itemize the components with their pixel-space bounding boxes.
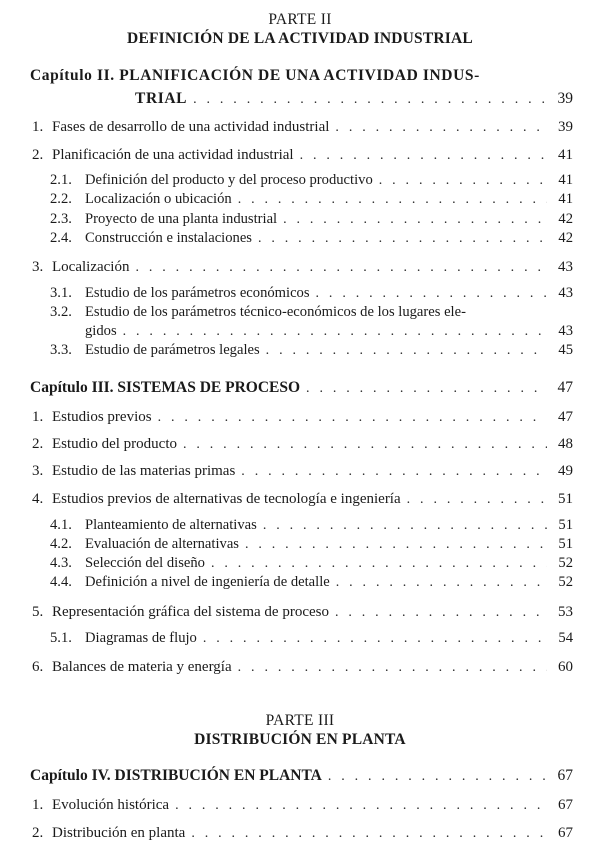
leader-dots — [407, 491, 547, 509]
entry-number: 4.3. — [50, 555, 72, 571]
leader-dots — [336, 574, 547, 592]
entry-number: 2. — [32, 825, 44, 841]
toc-entry — [32, 118, 573, 137]
entry-title: Definición del producto y del proceso productivo — [85, 172, 373, 188]
part-2-heading — [0, 11, 600, 49]
entry-title: Estudio de parámetros legales — [85, 342, 260, 358]
entry-title: Balances de materia y energía — [52, 659, 232, 675]
leader-dots — [238, 191, 547, 209]
entry-title: Estudio del producto — [52, 436, 177, 452]
entry-number: 3.3. — [50, 342, 72, 358]
page-number: 53 — [558, 604, 573, 620]
part-2-title: DEFINICIÓN DE LA ACTIVIDAD INDUSTRIAL — [127, 30, 473, 47]
entry-title: Localización o ubicación — [85, 191, 232, 207]
entry-number: 4. — [32, 491, 44, 507]
page-number: 43 — [558, 285, 573, 301]
leader-dots — [191, 825, 547, 843]
entry-number: 2.1. — [50, 172, 72, 188]
toc-entry — [32, 258, 573, 277]
toc-subentry — [50, 190, 573, 209]
chapter-3-entry — [30, 379, 573, 398]
entry-number: 5.1. — [50, 630, 72, 646]
entry-number: 3.2. — [50, 304, 72, 320]
entry-title: Evaluación de alternativas — [85, 536, 239, 552]
entry-title: Construcción e instalaciones — [85, 230, 252, 246]
entry-number: 3.1. — [50, 285, 72, 301]
toc-entry — [32, 603, 573, 622]
entry-number: 2. — [32, 147, 44, 163]
page-number: 47 — [558, 409, 573, 425]
toc-subentry — [50, 229, 573, 248]
entry-title: Evolución histórica — [52, 797, 170, 813]
entry-number: 2. — [32, 436, 44, 452]
entry-number: 2.3. — [50, 211, 72, 227]
entry-title: Diagramas de flujo — [85, 630, 197, 646]
leader-dots — [211, 555, 547, 573]
page-number: 67 — [558, 797, 573, 813]
toc-entry — [32, 435, 573, 454]
entry-title-continued: gidos — [85, 323, 117, 339]
page-number: 47 — [557, 379, 573, 396]
toc-subentry — [50, 554, 573, 573]
toc-entry — [32, 658, 573, 677]
toc-subentry — [50, 516, 573, 535]
entry-title: Estudio de las materias primas — [52, 463, 236, 479]
page-number: 39 — [557, 90, 573, 107]
page-number: 51 — [558, 536, 573, 552]
entry-title: Distribución en planta — [52, 825, 186, 841]
leader-dots — [258, 230, 547, 248]
part-3-title: DISTRIBUCIÓN EN PLANTA — [194, 731, 406, 748]
page-number: 49 — [558, 463, 573, 479]
entry-number: 3. — [32, 463, 44, 479]
entry-title: Estudios previos de alternativas de tecnología e ingeniería — [52, 491, 401, 507]
page-number: 39 — [558, 119, 573, 135]
entry-title: Planificación de una actividad industrial — [52, 147, 294, 163]
toc-entry — [32, 490, 573, 509]
entry-title: Estudios previos — [52, 409, 152, 425]
leader-dots — [306, 380, 547, 398]
entry-number: 6. — [32, 659, 44, 675]
entry-number: 1. — [32, 409, 44, 425]
toc-entry — [32, 408, 573, 427]
leader-dots — [183, 436, 547, 454]
entry-title: Planteamiento de alternativas — [85, 517, 257, 533]
leader-dots — [241, 463, 547, 481]
page-number: 42 — [558, 230, 573, 246]
page-number: 51 — [558, 491, 573, 507]
entry-title: Localización — [52, 259, 130, 275]
leader-dots — [300, 147, 547, 165]
entry-number: 4.2. — [50, 536, 72, 552]
entry-number: 4.4. — [50, 574, 72, 590]
chapter-2-entry — [135, 90, 573, 109]
page-number: 54 — [558, 630, 573, 646]
page-number: 43 — [558, 323, 573, 339]
toc-entry — [32, 146, 573, 165]
leader-dots — [175, 797, 547, 815]
part-3-heading — [0, 712, 600, 750]
leader-dots — [245, 536, 547, 554]
part-2-label: PARTE II — [268, 11, 332, 28]
leader-dots — [135, 259, 547, 277]
page-number: 60 — [558, 659, 573, 675]
page-number: 42 — [558, 211, 573, 227]
leader-dots — [193, 91, 547, 109]
entry-title: Selección del diseño — [85, 555, 205, 571]
entry-title: Estudio de los parámetros económicos — [85, 285, 310, 301]
page-number: 52 — [558, 574, 573, 590]
toc-subentry — [50, 171, 573, 190]
toc-subentry — [50, 629, 573, 648]
toc-subentry — [50, 341, 573, 360]
leader-dots — [123, 323, 547, 341]
toc-entry — [32, 796, 573, 815]
page-number: 45 — [558, 342, 573, 358]
page-number: 41 — [558, 191, 573, 207]
leader-dots — [263, 517, 547, 535]
chapter-4-title: Capítulo IV. DISTRIBUCIÓN EN PLANTA — [30, 767, 322, 784]
toc-subentry — [50, 535, 573, 554]
page-number: 51 — [558, 517, 573, 533]
toc-entry — [32, 824, 573, 843]
leader-dots — [238, 659, 547, 677]
entry-number: 2.2. — [50, 191, 72, 207]
entry-number: 2.4. — [50, 230, 72, 246]
chapter-2-title-line1: Capítulo II. PLANIFICACIÓN DE UNA ACTIVIDAD INDUS- — [30, 67, 480, 84]
chapter-3-title: Capítulo III. SISTEMAS DE PROCESO — [30, 379, 301, 396]
part-3-label: PARTE III — [265, 712, 335, 729]
chapter-4-entry — [30, 767, 573, 786]
page-number: 67 — [558, 825, 573, 841]
entry-number: 1. — [32, 797, 44, 813]
leader-dots — [379, 172, 547, 190]
page-number: 41 — [558, 172, 573, 188]
leader-dots — [158, 409, 547, 427]
leader-dots — [283, 211, 547, 229]
toc-entry — [32, 462, 573, 481]
leader-dots — [335, 604, 547, 622]
leader-dots — [203, 630, 547, 648]
entry-title: Estudio de los parámetros técnico-económicos de los lugares ele- — [85, 304, 466, 320]
entry-number: 5. — [32, 604, 44, 620]
toc-subentry — [50, 573, 573, 592]
toc-subentry-line1 — [50, 303, 466, 321]
page-number: 52 — [558, 555, 573, 571]
entry-title: Representación gráfica del sistema de proceso — [52, 604, 329, 620]
toc-subentry — [85, 322, 573, 341]
entry-title: Proyecto de una planta industrial — [85, 211, 278, 227]
leader-dots — [328, 768, 547, 786]
entry-title: Definición a nivel de ingeniería de detalle — [85, 574, 330, 590]
page-number: 41 — [558, 147, 573, 163]
page-number: 43 — [558, 259, 573, 275]
toc-subentry — [50, 284, 573, 303]
page-number: 67 — [557, 767, 573, 784]
leader-dots — [316, 285, 547, 303]
entry-number: 3. — [32, 259, 44, 275]
entry-number: 4.1. — [50, 517, 72, 533]
leader-dots — [335, 119, 547, 137]
entry-number: 1. — [32, 119, 44, 135]
toc-subentry — [50, 210, 573, 229]
page-number: 48 — [558, 436, 573, 452]
entry-title: Fases de desarrollo de una actividad industrial — [52, 119, 330, 135]
leader-dots — [266, 342, 547, 360]
chapter-2-title-line2: TRIAL — [135, 90, 188, 107]
